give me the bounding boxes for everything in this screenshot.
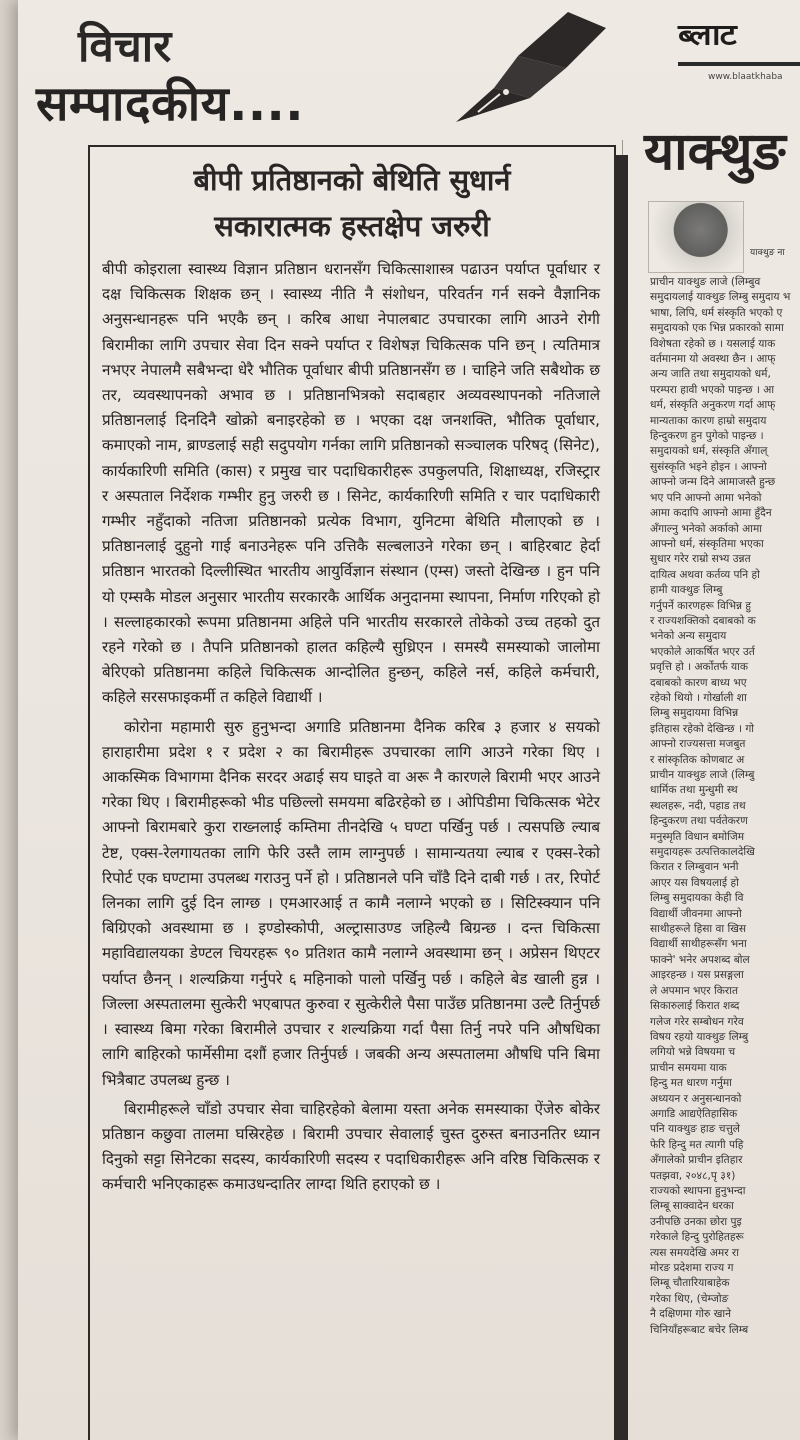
right-article-line: भनेको अन्य समुदाय [650,630,727,643]
masthead-logo: ब्लाट [678,18,736,53]
editorial-paragraph: बीपी कोइराला स्वास्थ्य विज्ञान प्रतिष्ठान धरानसँग चिकित्साशास्त्र पढाउन पर्याप्त पूर्वाधार र दक्ष चिकित्सक शिक्षक छन् । स्वास्थ्य नीति नै संशोधन, परिवर्तन गर्न सक्ने वैज्ञानिक अनुसन्धानहरू पनि भएकै छन् । करिब आधा नेपालबाट उपचारका लागि आउने रोगी बिरामीका लागि उपचार सेवा दिन सक्ने पर्याप्त र विशेषज्ञ चिकित्सक पनि छन् । त्यतिमात्र नभएर नेपालमै सबैभन्दा धेरै भौतिक पूर्वाधार बीपी प्रतिष्ठानसँग छ । चाहिने जति सबैथोक छ तर, व्यवस्थापनको अभाव छ । प्रतिष्ठानभित्रको सदाबहार अव्यवस्थापनको नतिजाले प्रतिष्ठानलाई दिनदिनै खोक्रो बनाइरहेको छ । भएका दक्ष जनशक्ति, भौतिक पूर्वाधार, कमाएको नाम, ब्राण्डलाई सही सदुपयोग गर्नका लागि प्रतिष्ठानको सञ्चालक परिषद् (सिनेट), कार्यकारिणी समिति (कास) र प्रमुख चार पदाधिकारीहरू उपकुलपति, शिक्षाध्यक्ष, रजिस्ट्रार र अस्पताल निर्देशक गम्भीर हुनु जरुरी छ । सिनेट, कार्यकारिणी समिति र चार पदाधिकारी गम्भीर नहुँदाको नतिजा प्रतिष्ठानको प्रत्येक विभाग, युनिटमा बेथिति मौलाएको छ । प्रतिष्ठानलाई दुहुनो गाई बनाउनेहरू पनि उत्तिकै सल्बलाउने गरेका छन् । बाहिरबाट हेर्दा प्रतिष्ठान भारतको दिल्लीस्थित भारतीय आयुर्विज्ञान संस्थान (एम्स) जस्तो देखिन्छ । हुन पनि यो एम्सकै मोडल अनुसार भारतीय सरकारकै आर्थिक अनुदानमा स्थापना, निर्माण गरिएको हो । सल्लाहकारको रूपमा प्रतिष्ठानमा अहिले पनि भारतीय सरकारले तोकेको उच्च तहको दुत रहने गरेको छ । तैपनि प्रतिष्ठानको हालत कहिल्यै सुध्रिएन । समस्यै समस्याको जालोमा बेरिएको प्रतिष्ठानमा कहिले चिकित्सक आन्दोलित हुन्छन्, कहिले नर्स, कहिले कर्मचारी, कहिले सरसफाइकर्मी त कहिले विद्यार्थी । [102,260,600,707]
right-article-line: र सांस्कृतिक कोणबाट अ [650,753,745,766]
right-article-line: प्राचीन समयमा याक [650,1061,727,1074]
right-article-line: भए पनि आफ्नो आमा भनेको [650,491,762,504]
right-article-line: साथीहरूले हिसा वा खिस [650,923,747,936]
right-article-line: आफ्नो जन्म दिने आमाजस्तै हुन्छ [650,476,776,489]
right-article-line: र राज्यशक्तिको दबाबको क [650,614,756,627]
right-article-line: नै दक्षिणमा गोरु खाने [650,1308,732,1321]
author-name: याक्थुङ ना [750,248,785,258]
right-article-line: हिन्दु मत धारण गर्नुमा [650,1077,732,1090]
section-subtitle: सम्पादकीय.... [36,76,305,132]
masthead-url: www.blaatkhaba [708,72,783,82]
right-article-line: गलेज गरेर सम्बोधन गरेव [650,1015,744,1028]
right-article-line: आएर यस विषयलाई हो [650,876,739,889]
right-article-line: हिन्दुकरण तथा पर्वतेकरण [650,815,748,828]
right-article-line: आइरहन्छ । यस प्रसङ्गला [650,969,744,982]
right-article-line: आफ्नो राज्यसत्ता मजबुत [650,738,746,751]
right-article-title: याक्थुङ [644,122,786,182]
right-article-line: वर्तमानमा यो अवस्था छैन । आफ् [650,353,776,366]
right-article-line: अन्य जाति तथा समुदायको धर्म, [650,368,771,381]
right-article-line: स्थलहरू, नदी, पहाड तथ [650,799,746,812]
right-article-line: धार्मिक तथा मुन्धुमी स्थ [650,784,738,797]
right-article-line: ले अपमान भएर किरात [650,984,738,997]
editorial-paragraph: बिरामीहरूले चाँडो उपचार सेवा चाहिरहेको बेलामा यस्ता अनेक समस्याका ऐंजेरु बोकेर प्रतिष्ठान कछुवा तालमा घस्रिरहेछ । बिरामी उपचार सेवालाई चुस्त दुरुस्त बनाउनतिर ध्यान दिनुको सट्टा सिनेटका सदस्य, कार्यकारिणी सदस्य र पदाधिकारीहरू अनि वरिष्ठ चिकित्सक र कर्मचारी भनिएकाहरू कमाउधन्दातिर लाग्दा थिति हराएको छ । [102,1099,600,1194]
editorial-body [90,257,614,1198]
newspaper-page [18,0,800,1440]
right-article-line: धर्म, संस्कृति अनुकरण गर्दा आफ् [650,399,776,412]
right-article-line: लगियो भन्ने विषयमा च [650,1046,736,1059]
right-article-line: लिम्बू साक्वादेन धरका [650,1200,734,1213]
right-article-line: भाषा, लिपि, धर्म संस्कृति भएको ए [650,306,783,319]
right-article-line: अँगालेको प्राचीन इतिहार [650,1154,743,1167]
right-article-line: भएकोले आकर्षित भएर उर्त [650,645,755,658]
right-article-line: गरेका थिए, (चेम्जोङ [650,1292,729,1305]
right-article-line: चिनियाँहरूबाट बचेर लिम्ब [650,1323,749,1336]
right-article-line: पतझवा, २०४८,पृ ३१) [650,1169,736,1182]
right-article-line: मनुस्मृति विधान बमोजिम [650,830,745,843]
right-article-line: समुदायलाई याक्थुङ लिम्बु समुदाय भ [650,291,791,304]
right-article-line: सुसंस्कृति भइने होइन । आफ्नो [650,460,767,473]
right-article-line: अध्ययन र अनुसन्धानको [650,1092,742,1105]
masthead-rule [678,62,800,66]
right-article-line: फाक्ने' भनेर अपशब्द बोल [650,953,750,966]
right-article-line: रहेको थियो । गोर्खाली शा [650,691,747,704]
right-article-line: आमा कदापि आफ्नो आमा हुँदैन [650,507,772,520]
right-article-line: समुदायहरू उत्पत्तिकालदेखि [650,846,755,859]
right-article-line: विशेषता रहेको छ । यसलाई याक [650,337,776,350]
right-article-line: सिकारुलाई किरात शब्द [650,1000,740,1013]
fountain-pen-icon [448,6,608,124]
editorial-box [88,145,616,1440]
right-article-line: किरात र लिम्बुवान भनी [650,861,739,874]
right-article-line: प्रवृत्ति हो । अर्कोतर्फ याक [650,661,749,674]
right-article-line: फेरि हिन्दु मत त्यागी पहि [650,1138,744,1151]
right-article-line: दायित्व अथवा कर्तव्य पनि हो [650,568,760,581]
right-article-line: इतिहास रहेको देखिन्छ । गो [650,722,755,735]
right-article-line: दबाबको कारण बाध्य भए [650,676,747,689]
right-article-line: विषय रहयो याक्थुङ लिम्बु [650,1030,749,1043]
right-article-line: मोरङ प्रदेशमा राज्य ग [650,1262,734,1274]
right-article-line: हामी याक्थुङ लिम्बु [650,584,723,597]
headline-line-1: बीपी प्रतिष्ठानको बेथिति सुधार्न [193,163,511,197]
right-article-line: अँगाल्नु भनेको अर्काको आमा [650,522,763,535]
author-photo [648,201,744,273]
editorial-headline [90,147,614,257]
right-article-line: लिम्बु समुदायमा विभिन्न [650,707,739,720]
right-article-line: त्यस समयदेखि अमर रा [650,1246,739,1259]
editorial-paragraph: कोरोना महामारी सुरु हुनुभन्दा अगाडि प्रतिष्ठानमा दैनिक करिब ३ हजार ४ सयको हाराहारीमा प्रदेश १ र प्रदेश २ का बिरामीहरू उपचारका लागि आउने गरेका थिए । आकस्मिक विभागमा दैनिक सरदर अढाई सय घाइते वा अरू नै कारणले बिरामी भएर आउने गरेका थिए । बिरामीहरूको भीड पछिल्लो समयमा बढिरहेको छ । ओपिडीमा चिकित्सक भेटेर आफ्नो बिरामबारे कुरा राख्नलाई कम्तिमा तीनदेखि ५ घण्टा पर्खिनु पर्छ । त्यसपछि ल्याब टेष्ट, एक्स-रेलगायतका लागि फेरि उस्तै लाम लाग्नुपर्छ । सामान्यतया ल्याब र एक्स-रेको रिपोर्ट एक घण्टामा उपलब्ध गराउनु पर्ने हो । प्रतिष्ठानले पनि चाँडै दिने दाबी गर्छ । तर, रिपोर्ट लिनका लागि दुई दिन लाग्छ । एमआरआई त कामै नलाग्ने भएको छ । सिटिस्क्यान पनि बिग्रिएको अवस्थामा छ । इण्डोस्कोपी, अल्ट्रासाउण्ड जहिल्यै बिग्रन्छ । दन्त चिकित्सा महाविद्यालयका डेण्टल चियरहरू ९० प्रतिशत कामै नलाग्ने अवस्थामा छन् । अप्रेसन थिएटर पर्याप्त छैनन् । शल्यक्रिया गर्नुपरे ६ महिनाको पालो पर्खिनु पर्छ । कहिले बेड खाली हुन्न । जिल्ला अस्पतालमा सुत्केरी भएबापत कुरुवा र सुत्केरीले पैसा पाउँछ प्रतिष्ठानमा उल्टै तिर्नुपर्छ । स्वास्थ्य बिमा गरेका बिरामीले उपचार र शल्यक्रिया गर्दा पैसा तिर्नु नपरे पनि औषधिका लागि बाहिरको फार्मेसीमा दशौं हजार तिर्नुपर्छ । जबकी अन्य अस्पतालमा औषधि पनि बिमा भित्रैबाट उपलब्ध हुन्छ । [102,717,600,1089]
author-block [630,195,800,275]
right-article-line: गर्नुपर्ने कारणहरू विभिन्न हु [650,599,752,612]
right-article-line: समुदायको एक भिन्न प्रकारको सामा [650,322,784,335]
right-column-article [630,100,800,1440]
right-article-line: परम्परा हावी भएको पाइन्छ । आ [650,383,775,396]
right-article-line: मान्यताका कारण हाम्रो समुदाय [650,414,767,427]
right-article-line: प्राचीन याक्थुङ लाजे (लिम्बुव [650,276,761,288]
right-article-line: गरेकाले हिन्दु पुरोहितहरू [650,1231,744,1244]
section-label: विचार [78,21,172,72]
headline-line-2: सकारात्मक हस्तक्षेप जरुरी [214,209,490,243]
right-article-line: लिम्बु समुदायका केही वि [650,892,744,905]
right-article-line: लिम्बू चौतारियाबाहेक [650,1277,730,1290]
masthead [678,14,800,84]
right-article-line: विद्यार्थी साथीहरूसँग भना [650,938,747,951]
right-article-line: अगाडि आद्यऐतिहासिक [650,1107,738,1120]
right-article-line: हिन्दुकरण हुन पुगेको पाइन्छ । [650,430,764,443]
right-article-line: समुदायको धर्म, संस्कृति अँगाल् [650,445,768,458]
right-article-line: पनि याक्थुङ हाङ चत्तुले [650,1123,740,1136]
right-article-line: आफ्नो धर्म, संस्कृतिमा भएका [650,537,764,550]
right-article-line: उनीपछि उनका छोरा पुइ [650,1215,742,1228]
right-article-text [630,275,800,1338]
right-article-line: विद्यार्थी जीवनमा आफ्नो [650,907,742,920]
right-article-line: प्राचीन याक्थुङ लाजे (लिम्बु [650,769,755,781]
right-article-line: राज्यको स्थापना हुनुभन्दा [650,1184,746,1197]
right-article-line: सुधार गरेर राम्रो सभ्य उन्नत [650,553,751,566]
